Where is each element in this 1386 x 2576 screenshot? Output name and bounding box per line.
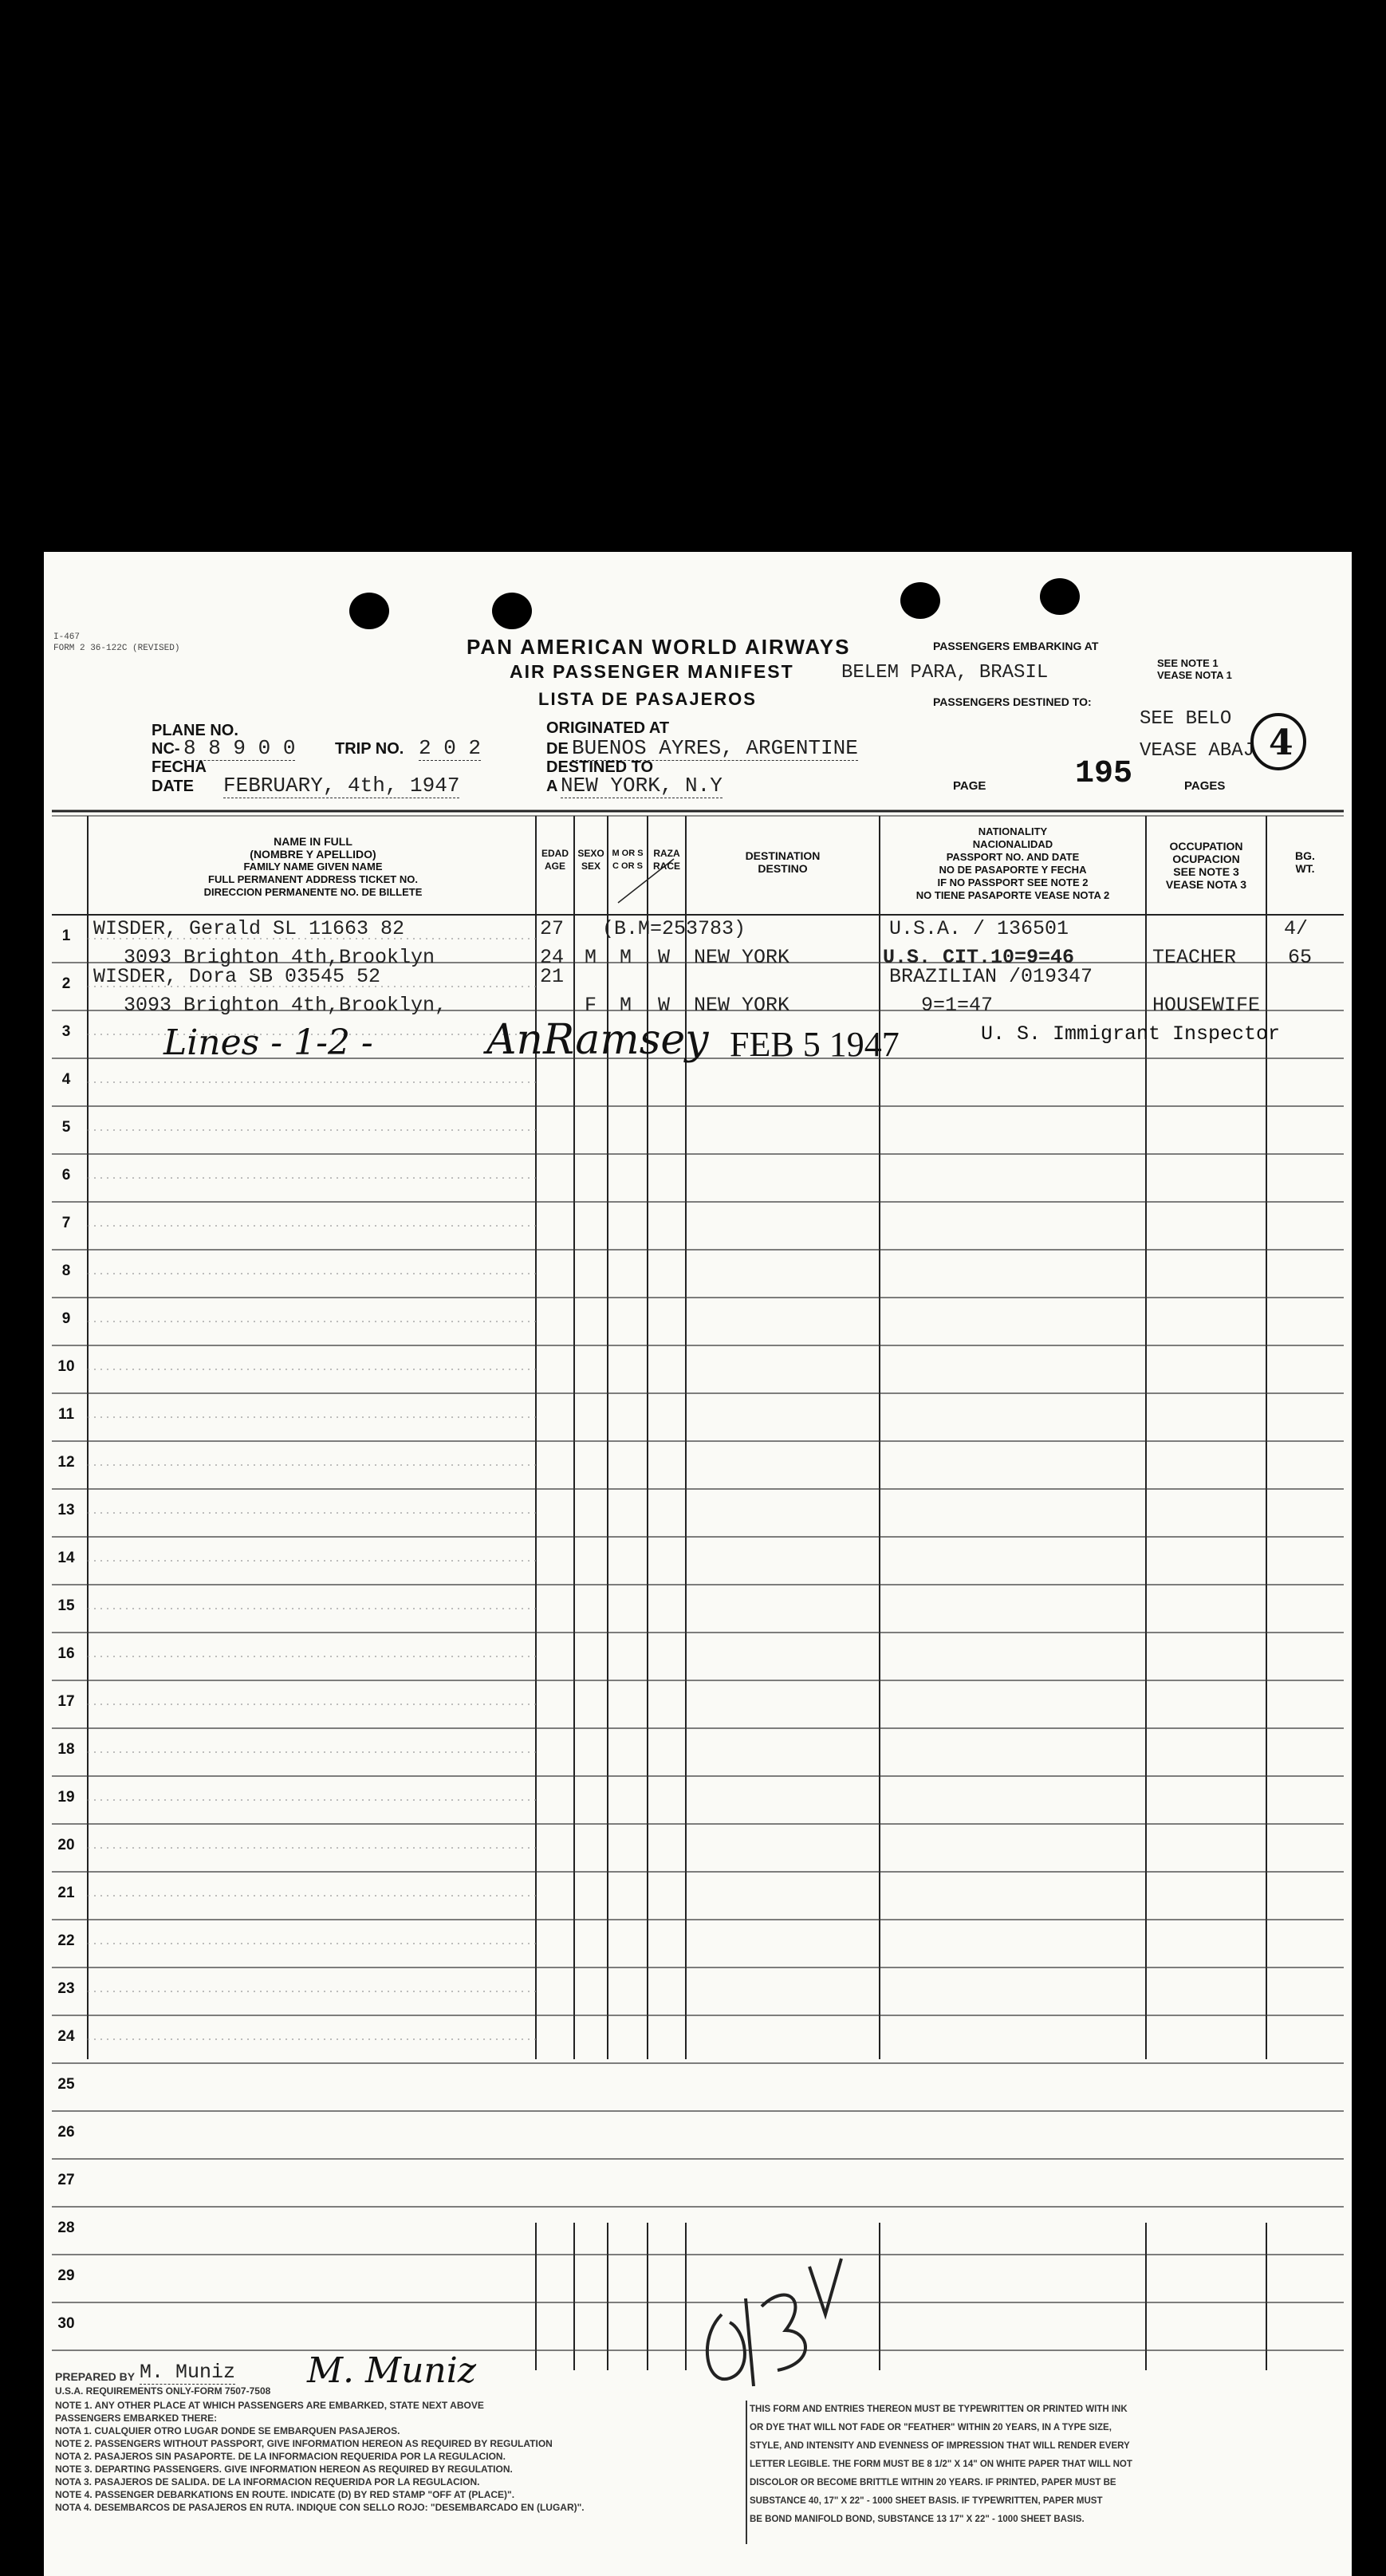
trip-label: TRIP NO. bbox=[335, 740, 404, 758]
passenger-sex: F bbox=[585, 994, 597, 1017]
row-number: 16 bbox=[57, 1645, 75, 1662]
row-number: 15 bbox=[57, 1597, 75, 1614]
company-name: PAN AMERICAN WORLD AIRWAYS bbox=[467, 635, 851, 659]
passenger-destination: NEW YORK bbox=[694, 946, 790, 969]
originated-value: BUENOS AYRES, ARGENTINE bbox=[572, 736, 858, 760]
passenger-race: W bbox=[658, 946, 671, 969]
see-below: SEE BELO bbox=[1140, 708, 1232, 730]
row-number: 13 bbox=[57, 1502, 75, 1518]
row-number: 18 bbox=[57, 1741, 75, 1758]
passenger-race: W bbox=[658, 994, 671, 1017]
passenger-address: 3093 Brighton 4th,Brooklyn, bbox=[124, 994, 447, 1017]
vease-nota-1: VEASE NOTA 1 bbox=[1157, 669, 1232, 681]
passenger-age: 27 bbox=[540, 917, 565, 940]
row-number: 12 bbox=[57, 1454, 75, 1471]
row-number: 30 bbox=[57, 2315, 75, 2332]
svg-text:4: 4 bbox=[1269, 723, 1293, 763]
col-header-baggage: BG. WT. bbox=[1295, 849, 1315, 875]
row-number: 11 bbox=[57, 1406, 75, 1423]
embarking-label: PASSENGERS EMBARKING AT bbox=[933, 640, 1099, 652]
row-number: 23 bbox=[57, 1980, 75, 1997]
col-header-race: RAZA RACE bbox=[652, 848, 680, 872]
col-header-nationality: NATIONALITY NACIONALIDAD PASSPORT NO. AND DATE NO DE PASAPORTE Y FECHA IF NO PASSPORT SEE NOTE 2 NO TIENE PASAPORTE VEASE NOTA 2 bbox=[915, 825, 1110, 901]
row-number: 14 bbox=[57, 1550, 75, 1566]
page-label: PAGE bbox=[953, 779, 986, 793]
prepared-by-value: M. Muniz bbox=[140, 2361, 236, 2384]
row-number: 26 bbox=[57, 2124, 75, 2141]
destined-to-label: DESTINED TO bbox=[546, 758, 654, 776]
row-number: 19 bbox=[57, 1789, 75, 1806]
fecha-label: FECHA bbox=[152, 758, 207, 776]
row-number: 27 bbox=[57, 2172, 75, 2188]
date-label: DATE bbox=[152, 778, 194, 795]
row-number: 22 bbox=[57, 1932, 75, 1949]
vease-abajo: VEASE ABAJ bbox=[1140, 740, 1255, 762]
passenger-nationality: BRAZILIAN /019347 bbox=[889, 965, 1093, 988]
trip-value: 2 0 2 bbox=[419, 736, 482, 760]
plane-nc-prefix: NC- bbox=[152, 740, 180, 758]
row-number: 9 bbox=[61, 1310, 71, 1327]
destined-label: PASSENGERS DESTINED TO: bbox=[933, 695, 1092, 708]
passenger-passport-date: 9=1=47 bbox=[921, 994, 994, 1017]
passenger-age: 21 bbox=[540, 965, 565, 988]
passenger-ticket-extra: (B.M=253783) bbox=[602, 917, 746, 940]
inspected-lines-note: Lines - 1-2 - bbox=[163, 1022, 373, 1063]
row-number: 24 bbox=[57, 2028, 75, 2045]
manifest-title: AIR PASSENGER MANIFEST bbox=[510, 661, 794, 682]
prepared-by-label: PREPARED BY bbox=[55, 2370, 136, 2383]
footer-notes: NOTE 1. ANY OTHER PLACE AT WHICH PASSENGERS ARE EMBARKED, STATE NEXT ABOVE PASSENGERS EMBARKED THERE: NOTA 1. CUALQUIER OTRO LUGAR DONDE SE EMBARQUEN PASAJEROS. NOTE 2. PASSENGERS WITHOUT PASSPORT, GIVE INFORMATION HEREON AS REQUIRED BY REGULATION NOTA 2. PASAJEROS SIN PASAPORTE. DE LA INFORMACION REQUERIDA POR LA REGULACION. NOTE 3. DEPARTING PASSENGERS. GIVE INFORMATION HEREON AS REQUIRED BY REGULATION. NOTA 3. PASAJEROS DE SALIDA. DE LA INFORMACION REQUERIDA POR LA REGULACION. NOTE 4. PASSENGER DEBARKATIONS EN ROUTE. INDICATE (D) BY RED STAMP "OFF AT (PLACE)". NOTA 4. DESEMBARCOS DE PASAJEROS EN RUTA. INDIQUE CON SELLO ROJO: "DESEMBARCADO EN (LUGAR)". bbox=[55, 2400, 585, 2513]
row-number: 3 bbox=[61, 1023, 71, 1040]
manifest-sheet bbox=[44, 552, 1352, 2576]
row-number: 29 bbox=[57, 2267, 75, 2284]
page-value: 195 bbox=[1075, 756, 1133, 792]
passenger-destination: NEW YORK bbox=[694, 994, 790, 1017]
passenger-address: 3093 Brighton 4th,Brooklyn bbox=[124, 946, 435, 969]
passenger-marital: M bbox=[620, 994, 632, 1017]
preparer-signature: M. Muniz bbox=[307, 2350, 477, 2391]
row-number: 17 bbox=[57, 1693, 75, 1710]
inspector-signature: AnRamsey bbox=[486, 1016, 709, 1064]
row-number: 7 bbox=[61, 1215, 71, 1231]
pages-label: PAGES bbox=[1184, 779, 1226, 793]
passenger-name: WISDER, Dora SB 03545 52 bbox=[93, 965, 381, 988]
plane-no-value: 8 8 9 0 0 bbox=[183, 736, 296, 760]
passenger-age-alt: 24 bbox=[540, 946, 565, 969]
passenger-weight: 65 bbox=[1288, 946, 1313, 969]
passenger-passport-date: U.S. CIT.10=9=46 bbox=[883, 946, 1075, 969]
embarking-value: BELEM PARA, BRASIL bbox=[841, 662, 1049, 683]
passenger-sex: M bbox=[585, 946, 597, 969]
footer-instructions: THIS FORM AND ENTRIES THEREON MUST BE TYPEWRITTEN OR PRINTED WITH INK OR DYE THAT WILL NOT FADE OR "FEATHER" WITHIN 20 YEARS, IN A TYPE SIZE, STYLE, AND INTENSITY AND EVENNESS OF IMPRESSION THAT WILL RENDER EVERY LETTER LEGIBLE. THE FORM MUST BE 8 1/2" X 14" ON WHITE PAPER THAT WILL NOT DISCOLOR OR BECOME BRITTLE WITHIN 20 YEARS. IF PRINTED, PAPER MUST BE SUBSTANCE 40, 17" X 22" - 1000 SHEET BASIS. IF TYPEWRITTEN, PAPER MUST BE BOND MANIFOLD BOND, SUBSTANCE 13 17" X 22" - 1000 SHEET BASIS. bbox=[750, 2405, 1132, 2524]
col-header-destination: DESTINATION DESTINO bbox=[745, 849, 821, 875]
de-label: DE bbox=[546, 740, 569, 758]
destined-value: NEW YORK, N.Y bbox=[561, 774, 723, 798]
passenger-occupation: TEACHER bbox=[1152, 946, 1237, 969]
col-header-marital: M OR S C OR S bbox=[612, 849, 644, 871]
row-number: 28 bbox=[57, 2220, 75, 2236]
row-number: 1 bbox=[61, 928, 71, 944]
row-number: 20 bbox=[57, 1837, 75, 1853]
row-number: 2 bbox=[61, 975, 71, 992]
form-id-line1: I-467 bbox=[53, 632, 81, 642]
row-number: 10 bbox=[57, 1358, 75, 1375]
passenger-nationality: U.S.A. / 136501 bbox=[889, 917, 1069, 940]
col-header-occupation: OCCUPATION OCUPACION SEE NOTE 3 VEASE NOTA 3 bbox=[1165, 840, 1247, 891]
a-label: A bbox=[546, 778, 558, 795]
plane-no-label: PLANE NO. bbox=[152, 722, 238, 739]
see-note-1: SEE NOTE 1 bbox=[1157, 657, 1219, 669]
row-number: 21 bbox=[57, 1885, 75, 1901]
passenger-occupation: HOUSEWIFE bbox=[1152, 994, 1261, 1017]
manifest-title-es: LISTA DE PASAJEROS bbox=[538, 689, 757, 709]
row-number: 4 bbox=[61, 1071, 71, 1088]
row-number: 6 bbox=[61, 1167, 71, 1184]
us-requirements: U.S.A. REQUIREMENTS ONLY-FORM 7507-7508 bbox=[55, 2385, 271, 2397]
col-header-name: NAME IN FULL (NOMBRE Y APELLIDO) FAMILY NAME GIVEN NAME FULL PERMANENT ADDRESS TICKET NO. DIRECCION PERMANENTE NO. DE BILLETE bbox=[203, 835, 423, 898]
inspection-stamp-date: FEB 5 1947 bbox=[730, 1025, 900, 1064]
form-id-line2: FORM 2 36-122C (REVISED) bbox=[53, 644, 180, 653]
passenger-name: WISDER, Gerald SL 11663 82 bbox=[93, 917, 405, 940]
date-value: FEBRUARY, 4th, 1947 bbox=[223, 774, 460, 798]
passenger-marital: M bbox=[620, 946, 632, 969]
inspection-stamp-title: U. S. Immigrant Inspector bbox=[981, 1022, 1281, 1046]
originated-label: ORIGINATED AT bbox=[546, 719, 670, 737]
handwritten-initials bbox=[690, 2251, 857, 2402]
passenger-bags: 4/ bbox=[1284, 917, 1309, 940]
col-header-age: EDAD AGE bbox=[541, 848, 569, 872]
row-number: 8 bbox=[61, 1262, 71, 1279]
row-number: 5 bbox=[61, 1119, 71, 1136]
col-header-sex: SEXO SEX bbox=[577, 848, 604, 872]
row-number: 25 bbox=[57, 2076, 75, 2093]
